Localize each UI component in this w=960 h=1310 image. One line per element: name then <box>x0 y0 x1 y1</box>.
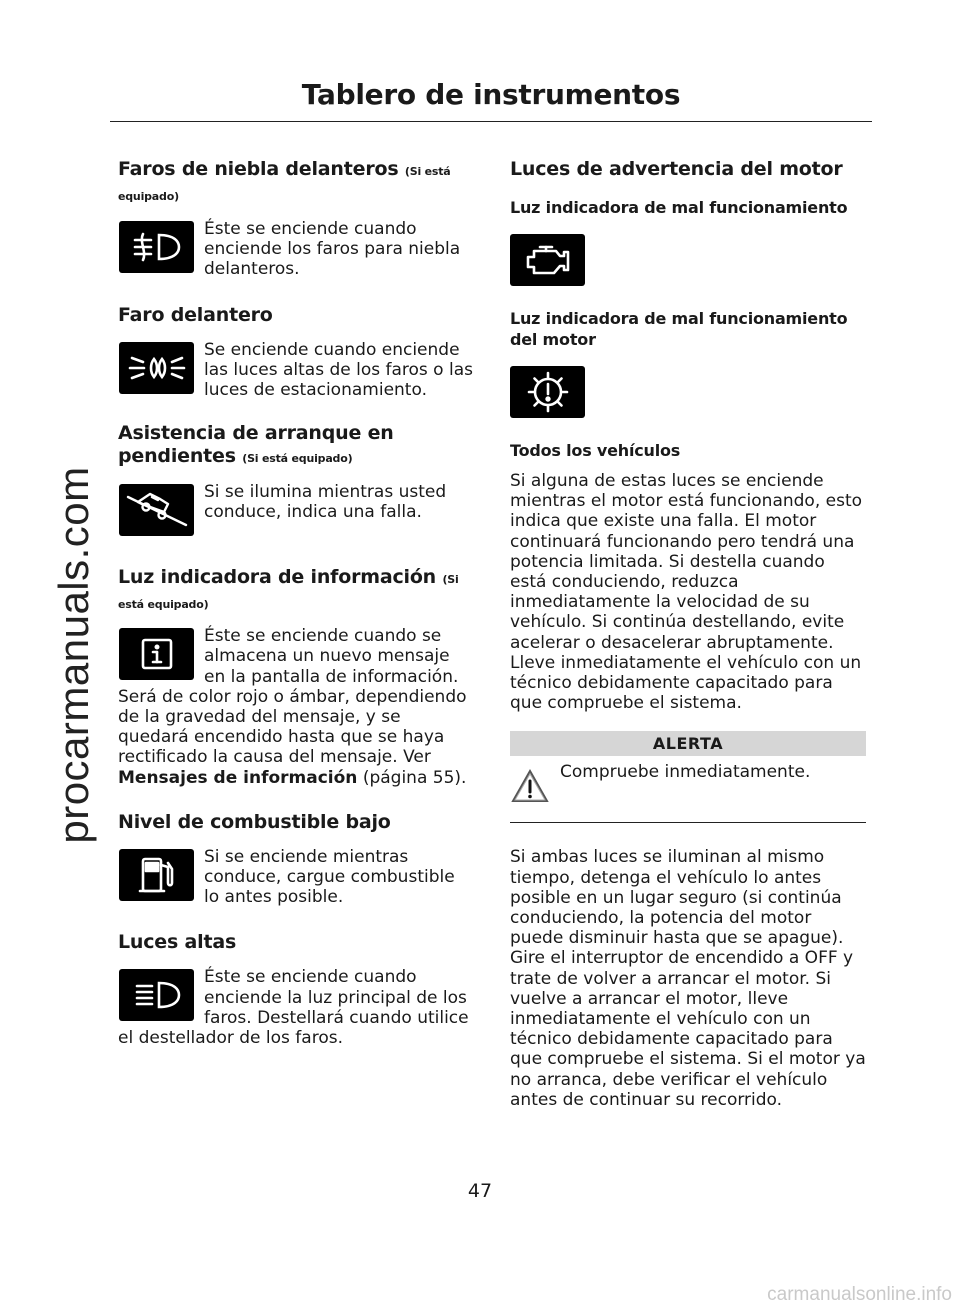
hill-assist-text: Si se ilumina mientras usted conduce, indica una falla. <box>204 482 447 523</box>
high-beam-section <box>118 931 474 1048</box>
fog-lamp-text: Éste se enciende cuando enciende los faros para niebla delanteros. <box>204 219 461 280</box>
fog-lamp-note: (Si está equipado) <box>118 165 451 203</box>
alert-text: Compruebe inmediatamente. <box>560 762 811 783</box>
page-title: Tablero de instrumentos <box>301 78 681 111</box>
fog-lamp-title: Faros de niebla delanteros <box>118 158 399 180</box>
info-light-title: Luz indicadora de información <box>118 566 437 589</box>
info-light-section <box>118 566 474 788</box>
headlamp-text: Se enciende cuando enciende las luces altas de los faros o las luces de estacionamiento. <box>204 339 473 401</box>
info-messages-link[interactable]: Mensajes de información <box>118 767 358 788</box>
high-beam-heading: Luces altas <box>118 931 237 954</box>
headlamp-icon <box>119 342 194 394</box>
bottom-watermark: carmanualsonline.info <box>767 1284 952 1305</box>
info-light-text-page: (página 55). <box>357 767 467 788</box>
fog-lamp-heading <box>118 158 474 208</box>
low-fuel-text: Si se enciende mientras conduce, cargue combustible lo antes posible. <box>204 846 455 908</box>
fog-lamp-section <box>118 158 474 280</box>
alert-body <box>510 756 866 823</box>
high-beam-icon <box>119 969 194 1021</box>
right-column <box>510 158 866 1110</box>
information-icon <box>119 628 194 680</box>
headlamp-heading: Faro delantero <box>118 303 273 326</box>
mil-heading: Luz indicadora de mal funcionamiento <box>510 198 848 217</box>
side-watermark: procarmanuals.com <box>50 466 97 844</box>
all-vehicles-text: Si alguna de estas luces se enciende mientras el motor está funcionando, esto indica que existe una falla. El motor continuará funcionando pero tendrá una potencia limitada. Si destella cuando está conduciendo, reduzca inmediatamente la velocidad de su vehículo. Si continúa destellando, evite acelerar o desacelerar abruptamente. Lleve inmediatamente el vehículo con un técnico debidamente capacitado para que compruebe el sistema. <box>510 471 863 714</box>
hill-assist-section <box>118 422 474 542</box>
engine-icon <box>510 234 585 286</box>
page-number: 47 <box>467 1180 493 1202</box>
header-divider <box>110 121 872 122</box>
hill-start-assist-icon <box>119 484 194 536</box>
hill-assist-title: Asistencia de arranque en pendientes <box>118 422 394 468</box>
all-vehicles-heading: Todos los vehículos <box>510 441 681 460</box>
info-light-heading <box>118 566 474 616</box>
info-light-note: (Si está equipado) <box>118 573 459 612</box>
low-fuel-heading: Nivel de combustible bajo <box>118 810 391 833</box>
warning-triangle-icon <box>510 768 550 808</box>
low-fuel-section <box>118 811 474 908</box>
hill-assist-note: (Si está equipado) <box>242 452 353 466</box>
front-fog-lamp-icon <box>119 221 194 273</box>
info-light-text-main: Éste se enciende cuando se almacena un nuevo mensaje en la pantalla de información. Será de color rojo o ámbar, dependiendo de la gravedad del mensaje, y se quedará encendido hasta que se haya rectificado la causa del mensaje. Ver <box>118 626 467 768</box>
powertrain-gear-icon <box>510 366 585 418</box>
headlamp-section <box>118 304 474 401</box>
both-lights-text: Si ambas luces se iluminan al mismo tiempo, detenga el vehículo lo antes posible en un lugar seguro (si continúa conduciendo, la potencia del motor puede disminuir hasta que se apague). Gire el interruptor de encendido a OFF y trate de volver a arrancar el motor. Si vuelve a arrancar el motor, lleve inmediatamente el vehículo con un técnico debidamente capacitado para que compruebe el sistema. Si el motor ya no arranca, debe verificar el vehículo antes de continuar su recorrido. <box>510 847 866 1110</box>
left-column <box>118 158 474 1048</box>
engine-warnings-heading: Luces de advertencia del motor <box>510 158 843 180</box>
hill-assist-heading <box>118 422 474 470</box>
high-beam-text: Éste se enciende cuando enciende la luz principal de los faros. Destellará cuando utilice el destellador de los faros. <box>118 967 469 1049</box>
engine-mil-heading: Luz indicadora de mal funcionamiento del motor <box>510 309 848 349</box>
fuel-pump-icon <box>119 849 194 901</box>
alert-banner: ALERTA <box>510 731 866 756</box>
